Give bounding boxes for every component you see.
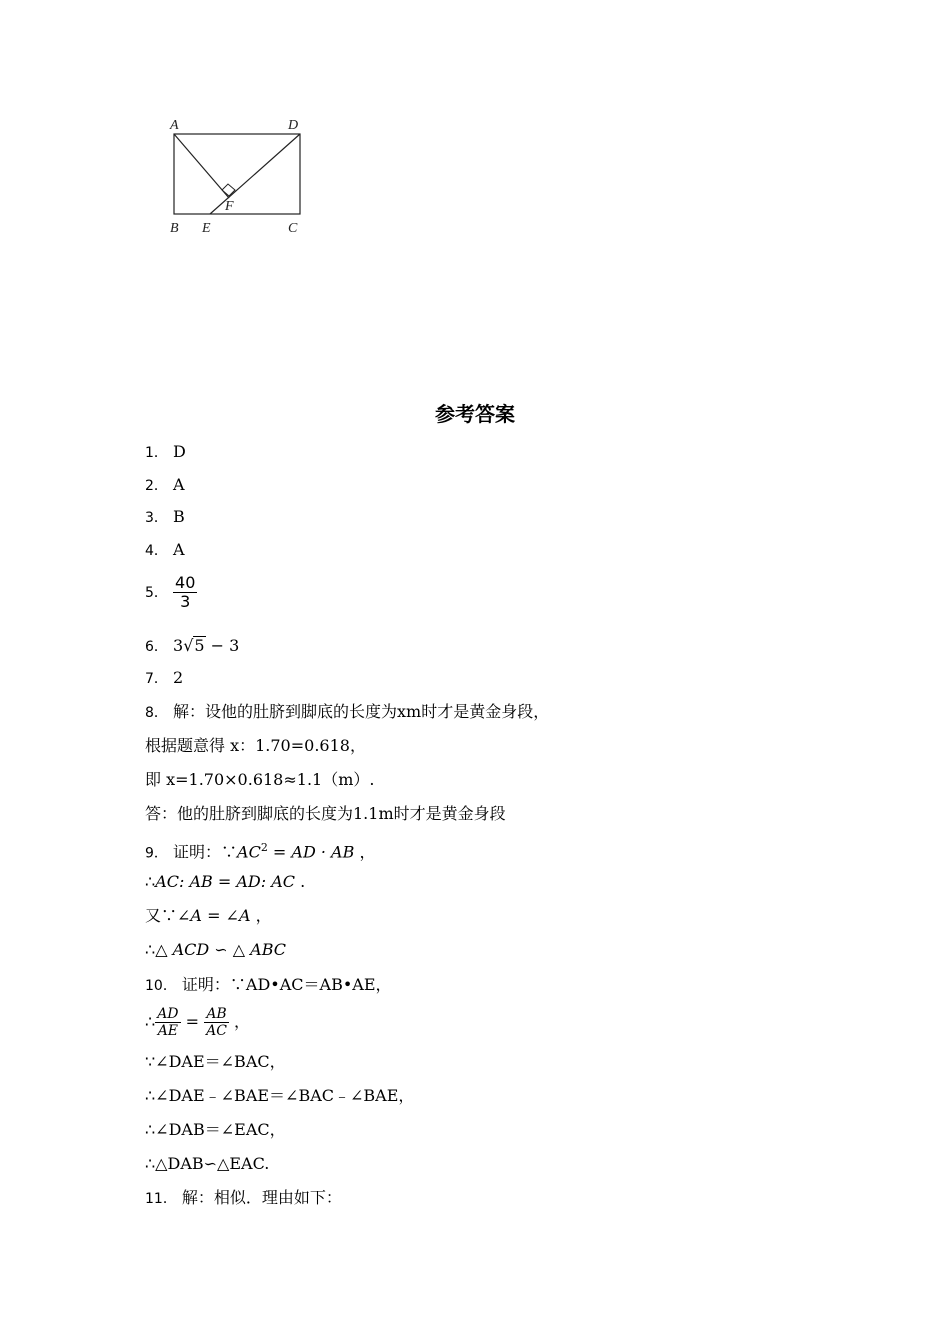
fraction-denominator: 3	[180, 592, 191, 611]
answer-7	[145, 668, 183, 689]
label-b: B	[170, 221, 179, 236]
answer-number: 5．	[145, 585, 168, 601]
fraction-denominator: AE	[157, 1023, 179, 1039]
label-d: D	[288, 118, 299, 133]
answer-10-line-5: ∴∠DAB＝∠EAC，	[145, 1120, 286, 1139]
answer-8-line-3: 即 x=1.70×0.618≈1.1（m）.	[145, 770, 375, 789]
answer-5	[145, 574, 197, 611]
label-a: A	[170, 118, 179, 133]
therefore-symbol: ∴	[145, 940, 156, 959]
therefore-symbol: ∴	[145, 872, 156, 891]
fraction-forty-thirds	[173, 574, 197, 611]
answer-9-line-3	[145, 906, 272, 926]
rectangle-figure	[160, 112, 320, 242]
answer-10-line-6: ∴△DAB∽△EAC.	[145, 1154, 270, 1173]
answer-10-line-2	[145, 1006, 250, 1039]
math-angle: ∠A = ∠A	[177, 906, 251, 925]
answer-number: 10．	[145, 978, 177, 994]
answer-11	[145, 1188, 342, 1209]
fraction-denominator: AC	[206, 1023, 227, 1039]
expression-tail: − 3	[205, 636, 240, 655]
therefore-symbol: ∴	[145, 1012, 156, 1031]
answer-number: 2．	[145, 478, 168, 494]
answer-10-line-4: ∴∠DAE﹣∠BAE＝∠BAC﹣∠BAE，	[145, 1086, 415, 1105]
math-ratio: AC: AB = AD: AC	[155, 872, 296, 891]
answer-9-line-4	[145, 940, 286, 960]
answer-1	[145, 442, 186, 463]
answer-4	[145, 540, 185, 561]
answer-3	[145, 507, 185, 528]
answer-10-line-1	[145, 975, 392, 996]
fraction-numerator: AD	[157, 1006, 179, 1022]
fraction-numerator: 40	[175, 573, 196, 592]
answer-text: A	[173, 540, 185, 559]
fraction-ad-ae	[155, 1006, 180, 1039]
segment-af	[174, 134, 229, 198]
equals-sign: =	[180, 1012, 205, 1031]
answer-text: A	[173, 475, 185, 494]
answer-text: 证明：∵AD•AC＝AB•AE，	[181, 975, 392, 994]
punctuation: ，	[228, 1012, 251, 1031]
answer-number: 9．	[145, 845, 168, 862]
math-similar: △ ACD ∽ △ ABC	[155, 940, 287, 959]
radicand: 5	[194, 636, 205, 655]
proof-lead: 证明：∵	[173, 842, 238, 862]
answer-2	[145, 475, 185, 496]
answer-number: 1．	[145, 445, 168, 461]
answer-text: B	[173, 507, 185, 526]
geometry-diagram	[160, 112, 320, 242]
punctuation: ，	[250, 906, 272, 925]
label-e: E	[202, 221, 211, 236]
answer-9-line-2	[145, 872, 305, 892]
coefficient: 3	[173, 636, 184, 655]
answer-9-line-1	[145, 838, 375, 863]
answer-8-line-1	[145, 702, 549, 723]
answer-number: 6．	[145, 639, 168, 655]
answer-text: 解：设他的肚脐到脚底的长度为xm时才是黄金身段，	[173, 702, 550, 721]
punctuation: .	[295, 872, 306, 891]
math-ac: AC	[237, 842, 261, 862]
radical-sign: √	[183, 636, 194, 655]
answer-number: 8．	[145, 705, 168, 721]
math-exponent: 2	[260, 841, 268, 854]
fraction-numerator: AB	[204, 1006, 229, 1023]
answer-text: 解：相似．理由如下：	[181, 1188, 342, 1207]
math-ad-ab: = AD · AB	[267, 842, 355, 862]
rectangle-abcd	[174, 134, 300, 214]
answer-6	[145, 636, 239, 657]
answer-number: 3．	[145, 510, 168, 526]
punctuation: ，	[354, 842, 376, 862]
answer-number: 7．	[145, 671, 168, 687]
label-c: C	[288, 221, 298, 236]
because-symbol: 又∵	[145, 906, 178, 925]
answer-text: 2	[173, 668, 184, 687]
answer-8-line-4: 答：他的肚脐到脚底的长度为1.1m时才是黄金身段	[145, 804, 506, 823]
answer-10-line-3: ∵∠DAE＝∠BAC，	[145, 1052, 286, 1071]
answer-number: 11．	[145, 1191, 177, 1207]
answer-text: D	[173, 442, 186, 461]
answer-number: 4．	[145, 543, 168, 559]
answer-8-line-2: 根据题意得 x：1.70=0.618，	[145, 736, 366, 755]
label-f: F	[225, 199, 234, 214]
segment-de	[210, 134, 300, 214]
fraction-ab-ac	[204, 1006, 229, 1039]
answer-key-title: 参考答案	[435, 402, 515, 426]
